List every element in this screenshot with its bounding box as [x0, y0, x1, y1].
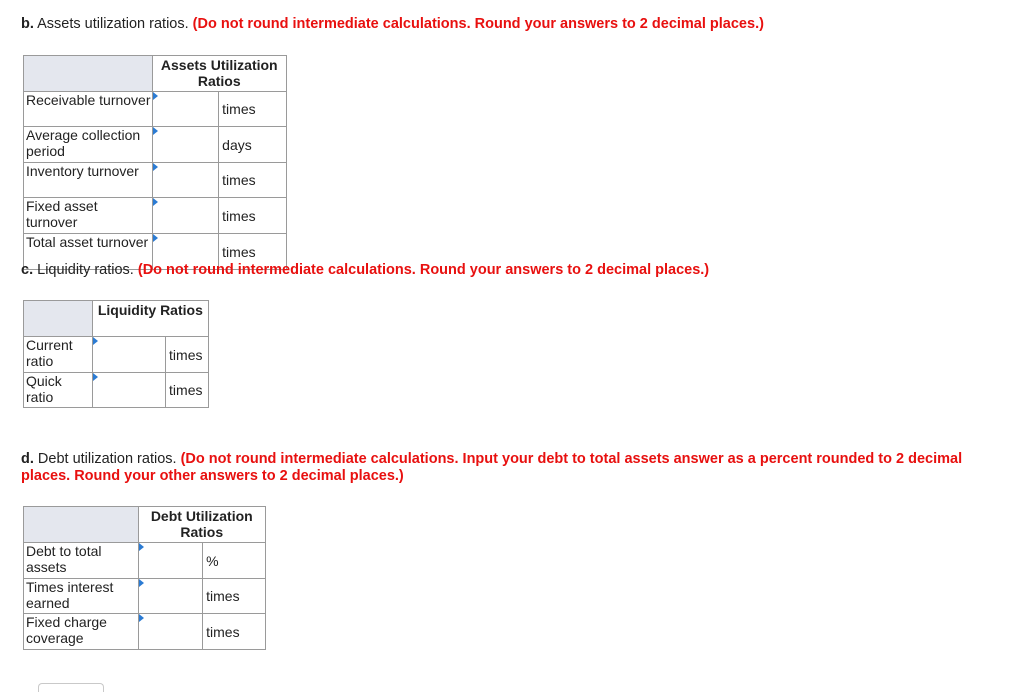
answer-input-cell[interactable] — [138, 614, 203, 650]
section-b-table-viewport[interactable] — [23, 55, 293, 260]
table-row — [24, 92, 287, 127]
table-corner — [24, 507, 139, 543]
row-label: Debt to total assets — [24, 543, 139, 579]
total-asset-turnover-input[interactable] — [153, 243, 219, 261]
row-label: Current ratio — [24, 337, 93, 373]
answer-input-cell[interactable] — [138, 579, 203, 614]
row-label: Inventory turnover — [24, 163, 153, 198]
row-label: Fixed asset turnover — [24, 198, 153, 234]
section-d-prompt — [21, 451, 1011, 485]
row-unit: times — [219, 198, 287, 234]
table-row — [24, 127, 287, 163]
section-d-text: Debt utilization ratios. — [37, 451, 177, 467]
row-unit: days — [219, 127, 287, 163]
table-corner — [24, 56, 153, 92]
row-label: Receivable turnover — [24, 92, 153, 127]
next-control-edge — [38, 683, 104, 692]
answer-input-cell[interactable] — [152, 198, 219, 234]
inventory-turnover-input[interactable] — [153, 171, 219, 189]
quick-ratio-input[interactable] — [93, 381, 165, 399]
row-unit: % — [203, 543, 266, 579]
table-corner — [24, 301, 93, 337]
fixed-asset-turnover-input[interactable] — [153, 207, 219, 225]
row-unit: times — [219, 234, 287, 270]
section-c-text: Liquidity ratios. — [37, 262, 134, 278]
section-d-label: d. — [21, 451, 34, 467]
section-d-instruction: (Do not round intermediate calculations. Input your debt to total assets answer as a percent rounded to 2 decimal places. Round your other answers to 2 decimal places.) — [21, 451, 963, 484]
table-row — [24, 543, 266, 579]
section-c-prompt — [21, 262, 709, 279]
debt-to-total-assets-input[interactable] — [139, 552, 203, 570]
table-row — [24, 337, 209, 373]
debt-utilization-table — [23, 506, 266, 650]
row-label: Times interest earned — [24, 579, 139, 614]
table-row — [24, 163, 287, 198]
table-header: Liquidity Ratios — [92, 301, 208, 337]
answer-input-cell[interactable] — [152, 127, 219, 163]
section-c-instruction: (Do not round intermediate calculations. Round your answers to 2 decimal places.) — [137, 262, 710, 278]
receivable-turnover-input[interactable] — [153, 100, 219, 118]
section-c-label: c. — [21, 262, 34, 278]
table-row — [24, 198, 287, 234]
row-label: Quick ratio — [24, 373, 93, 408]
liquidity-table — [23, 300, 209, 408]
table-row — [24, 614, 266, 650]
answer-input-cell[interactable] — [92, 373, 165, 408]
section-b-instruction: (Do not round intermediate calculations. Round your answers to 2 decimal places.) — [192, 16, 764, 32]
row-unit: times — [166, 373, 209, 408]
table-row — [24, 373, 209, 408]
answer-input-cell[interactable] — [152, 92, 219, 127]
row-unit: times — [166, 337, 209, 373]
section-b-prompt — [21, 16, 764, 33]
section-b-label: b. — [21, 16, 34, 32]
table-row — [24, 579, 266, 614]
row-unit: times — [219, 92, 287, 127]
times-interest-earned-input[interactable] — [139, 587, 203, 605]
current-ratio-input[interactable] — [93, 346, 165, 364]
row-label: Fixed charge coverage — [24, 614, 139, 650]
row-unit: times — [203, 614, 266, 650]
asset-utilization-table — [23, 55, 287, 270]
answer-input-cell[interactable] — [138, 543, 203, 579]
table-header: Assets Utilization Ratios — [152, 56, 286, 92]
answer-input-cell[interactable] — [92, 337, 165, 373]
row-label: Total asset turnover — [24, 234, 153, 270]
fixed-charge-coverage-input[interactable] — [139, 623, 203, 641]
section-b-text: Assets utilization ratios. — [37, 16, 189, 32]
average-collection-period-input[interactable] — [153, 136, 219, 154]
row-label: Average collection period — [24, 127, 153, 163]
answer-input-cell[interactable] — [152, 163, 219, 198]
table-header: Debt Utilization Ratios — [138, 507, 265, 543]
row-unit: times — [219, 163, 287, 198]
row-unit: times — [203, 579, 266, 614]
